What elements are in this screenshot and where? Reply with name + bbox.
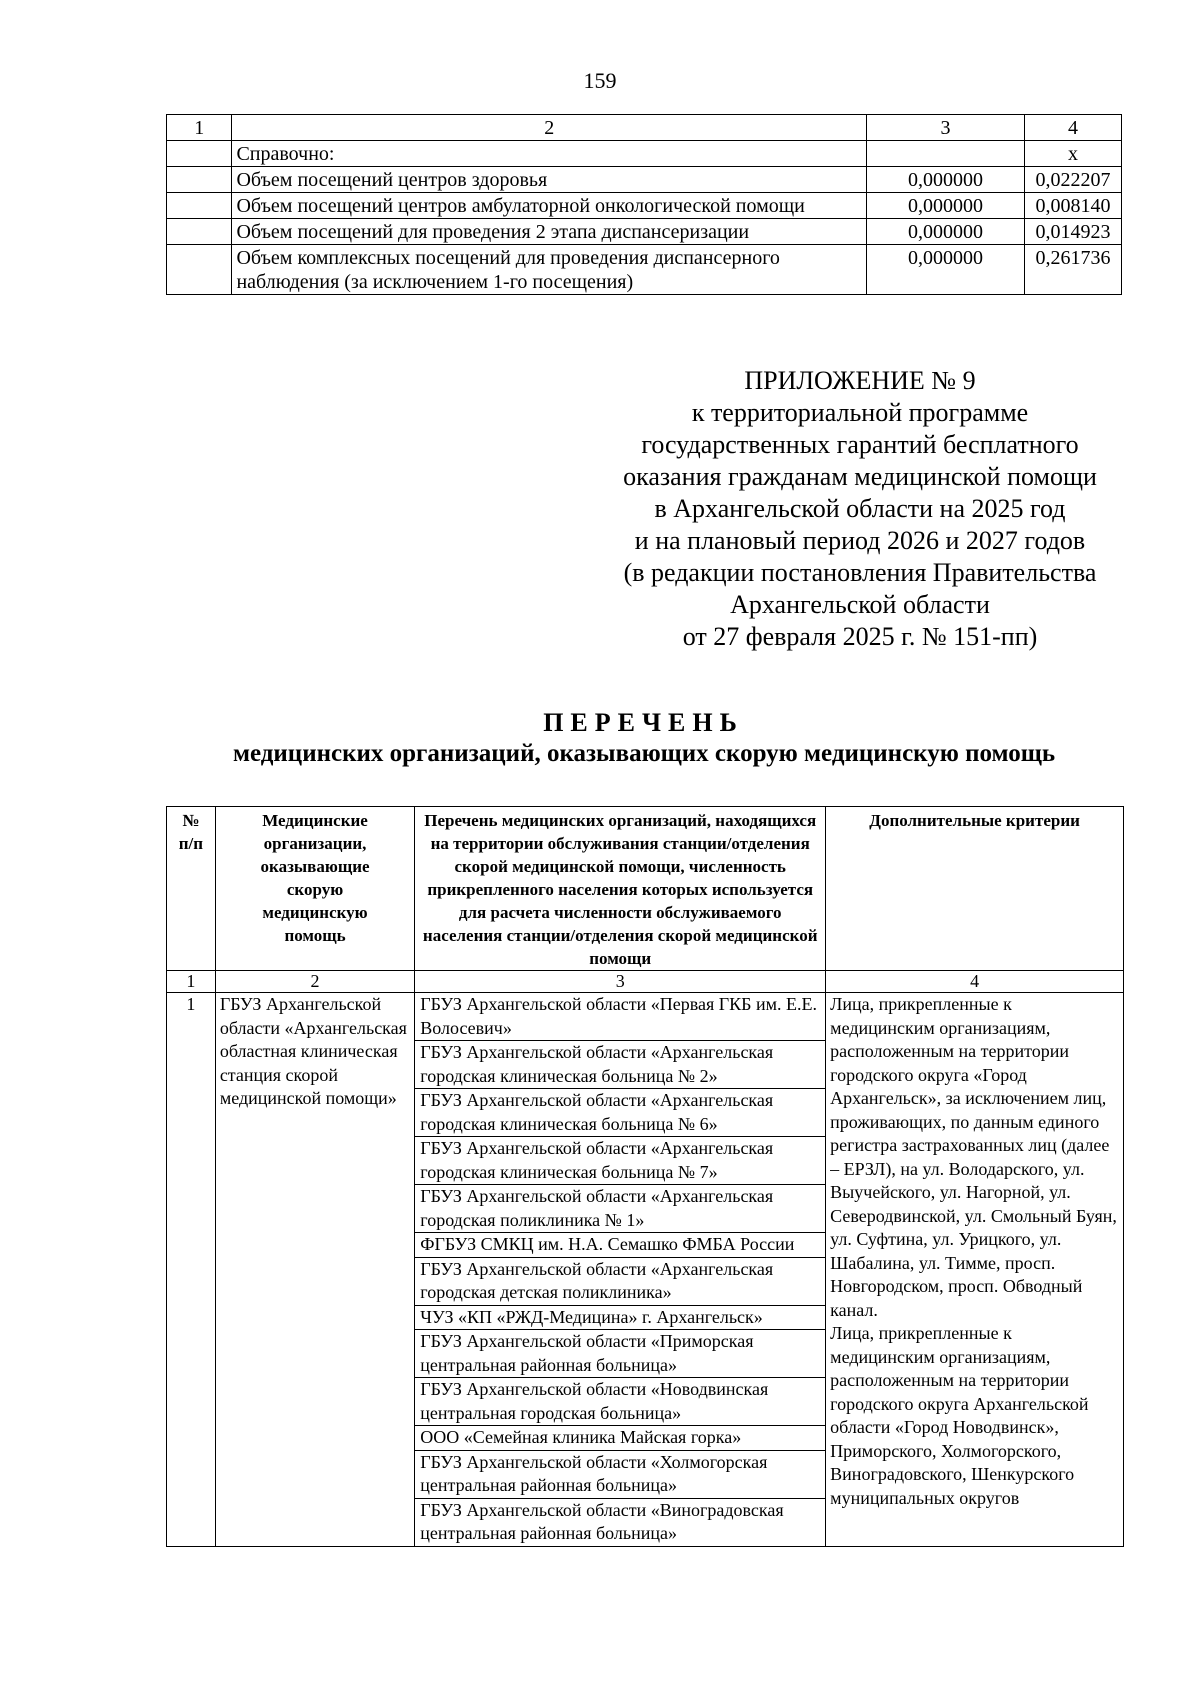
header-organizations: Медицинские организации, оказывающие скорую медицинскую помощь	[215, 807, 414, 971]
header-criteria: Дополнительные критерии	[826, 807, 1124, 971]
page-number: 159	[583, 68, 617, 93]
row-number: 1	[167, 993, 216, 1547]
appendix-line: Архангельской области	[730, 590, 990, 619]
table-row	[167, 993, 1124, 1547]
served-organizations-list	[415, 993, 826, 1547]
list-item: ЧУЗ «КП «РЖД-Медицина» г. Архангельск»	[415, 1306, 825, 1331]
table-cell: 0,008140	[1025, 193, 1122, 219]
list-item: ГБУЗ Архангельской области «Приморская центральная районная больница»	[415, 1330, 825, 1378]
ambulance-organization: ГБУЗ Архангельской области «Архангельская областная клиническая станция скорой медицинской помощи»	[215, 993, 414, 1547]
document-subtitle: медицинских организаций, оказывающих скорую медицинскую помощь	[232, 740, 1056, 767]
list-item: ГБУЗ Архангельской области «Архангельская городская поликлиника № 1»	[415, 1185, 825, 1233]
document-title: ПЕРЕЧЕНЬ	[543, 708, 744, 737]
list-item: ГБУЗ Архангельской области «Холмогорская центральная районная больница»	[415, 1451, 825, 1499]
column-number: 4	[826, 971, 1124, 993]
table-cell: 0,000000	[866, 245, 1024, 295]
table-cell: 0,000000	[866, 193, 1024, 219]
table-cell: 0,000000	[866, 219, 1024, 245]
list-item: ГБУЗ Архангельской области «Первая ГКБ им. Е.Е. Волосевич»	[415, 993, 825, 1041]
appendix-line: от 27 февраля 2025 г. № 151-пп)	[682, 622, 1038, 651]
table-cell	[167, 167, 232, 193]
list-item: ГБУЗ Архангельской области «Архангельская городская детская поликлиника»	[415, 1258, 825, 1306]
table-cell	[167, 193, 232, 219]
table-row	[167, 167, 1122, 193]
list-item: ГБУЗ Архангельской области «Новодвинская центральная городская больница»	[415, 1378, 825, 1426]
column-number: 2	[215, 971, 414, 993]
list-item: ГБУЗ Архангельской области «Архангельская городская клиническая больница № 6»	[415, 1089, 825, 1137]
table-cell: 0,014923	[1025, 219, 1122, 245]
organizations-table	[166, 806, 1124, 1547]
table-cell: 0,261736	[1025, 245, 1122, 295]
table-cell: Объем посещений для проведения 2 этапа диспансеризации	[232, 219, 867, 245]
column-number-row	[167, 971, 1124, 993]
column-header-4: 4	[1025, 115, 1122, 141]
appendix-line: оказания гражданам медицинской помощи	[623, 462, 1097, 491]
list-item: ФГБУЗ СМКЦ им. Н.А. Семашко ФМБА России	[415, 1233, 825, 1258]
table-cell	[167, 245, 232, 295]
table-cell	[167, 219, 232, 245]
column-header-2: 2	[232, 115, 867, 141]
table-row	[167, 141, 1122, 167]
table-row	[167, 245, 1122, 295]
appendix-line: (в редакции постановления Правительства	[623, 558, 1097, 587]
reference-table	[166, 114, 1122, 295]
table-cell: х	[1025, 141, 1122, 167]
table-header-row	[167, 807, 1124, 971]
column-number: 1	[167, 971, 216, 993]
table-cell: 0,000000	[866, 167, 1024, 193]
list-item: ООО «Семейная клиника Майская горка»	[415, 1426, 825, 1451]
list-item: ГБУЗ Архангельской области «Архангельская городская клиническая больница № 7»	[415, 1137, 825, 1185]
column-number: 3	[415, 971, 826, 993]
column-header-3: 3	[866, 115, 1024, 141]
table-cell	[167, 141, 232, 167]
column-header-1: 1	[167, 115, 232, 141]
additional-criteria: Лица, прикрепленные к медицинским организациям, расположенным на территории городского округа «Город Архангельск», за исключением лиц, проживающих, по данным единого регистра застрахованных лиц (далее – ЕРЗЛ), на ул. Володарского, ул. Выучейского, ул. Нагорной, ул. Северодвинской, ул. Смольный Буян, ул. Суфтина, ул. Урицкого, ул. Шабалина, ул. Тимме, просп. Новгородском, просп. Обводный канал. Лица, прикрепленные к медицинским организациям, расположенным на территории городского округа Архангельской области «Город Новодвинск», Приморского, Холмогорского, Виноградовского, Шенкурского муниципальных округов	[826, 993, 1124, 1547]
appendix-line: в Архангельской области на 2025 год	[654, 494, 1066, 523]
table-cell: 0,022207	[1025, 167, 1122, 193]
appendix-header	[580, 365, 1140, 653]
table-cell: Объем посещений центров здоровья	[232, 167, 867, 193]
table-cell: Объем посещений центров амбулаторной онкологической помощи	[232, 193, 867, 219]
table-row	[167, 193, 1122, 219]
list-item: ГБУЗ Архангельской области «Архангельская городская клиническая больница № 2»	[415, 1041, 825, 1089]
table-cell: Справочно:	[232, 141, 867, 167]
appendix-line: ПРИЛОЖЕНИЕ № 9	[744, 366, 976, 395]
appendix-line: к территориальной программе	[691, 398, 1029, 427]
header-served-list: Перечень медицинских организаций, находящихся на территории обслуживания станции/отделения скорой медицинской помощи, численность прикрепленного населения которых используется для расчета численности обслуживаемого населения станции/отделения скорой медицинской помощи	[415, 807, 826, 971]
table-row	[167, 219, 1122, 245]
list-item: ГБУЗ Архангельской области «Виноградовская центральная районная больница»	[420, 1499, 784, 1543]
table-cell: Объем комплексных посещений для проведения диспансерного наблюдения (за исключением 1-го посещения)	[232, 245, 867, 295]
reference-table-header	[167, 115, 1122, 141]
appendix-line: государственных гарантий бесплатного	[641, 430, 1079, 459]
appendix-line: и на плановый период 2026 и 2027 годов	[634, 526, 1086, 555]
table-cell	[866, 141, 1024, 167]
header-number: № п/п	[167, 807, 216, 971]
